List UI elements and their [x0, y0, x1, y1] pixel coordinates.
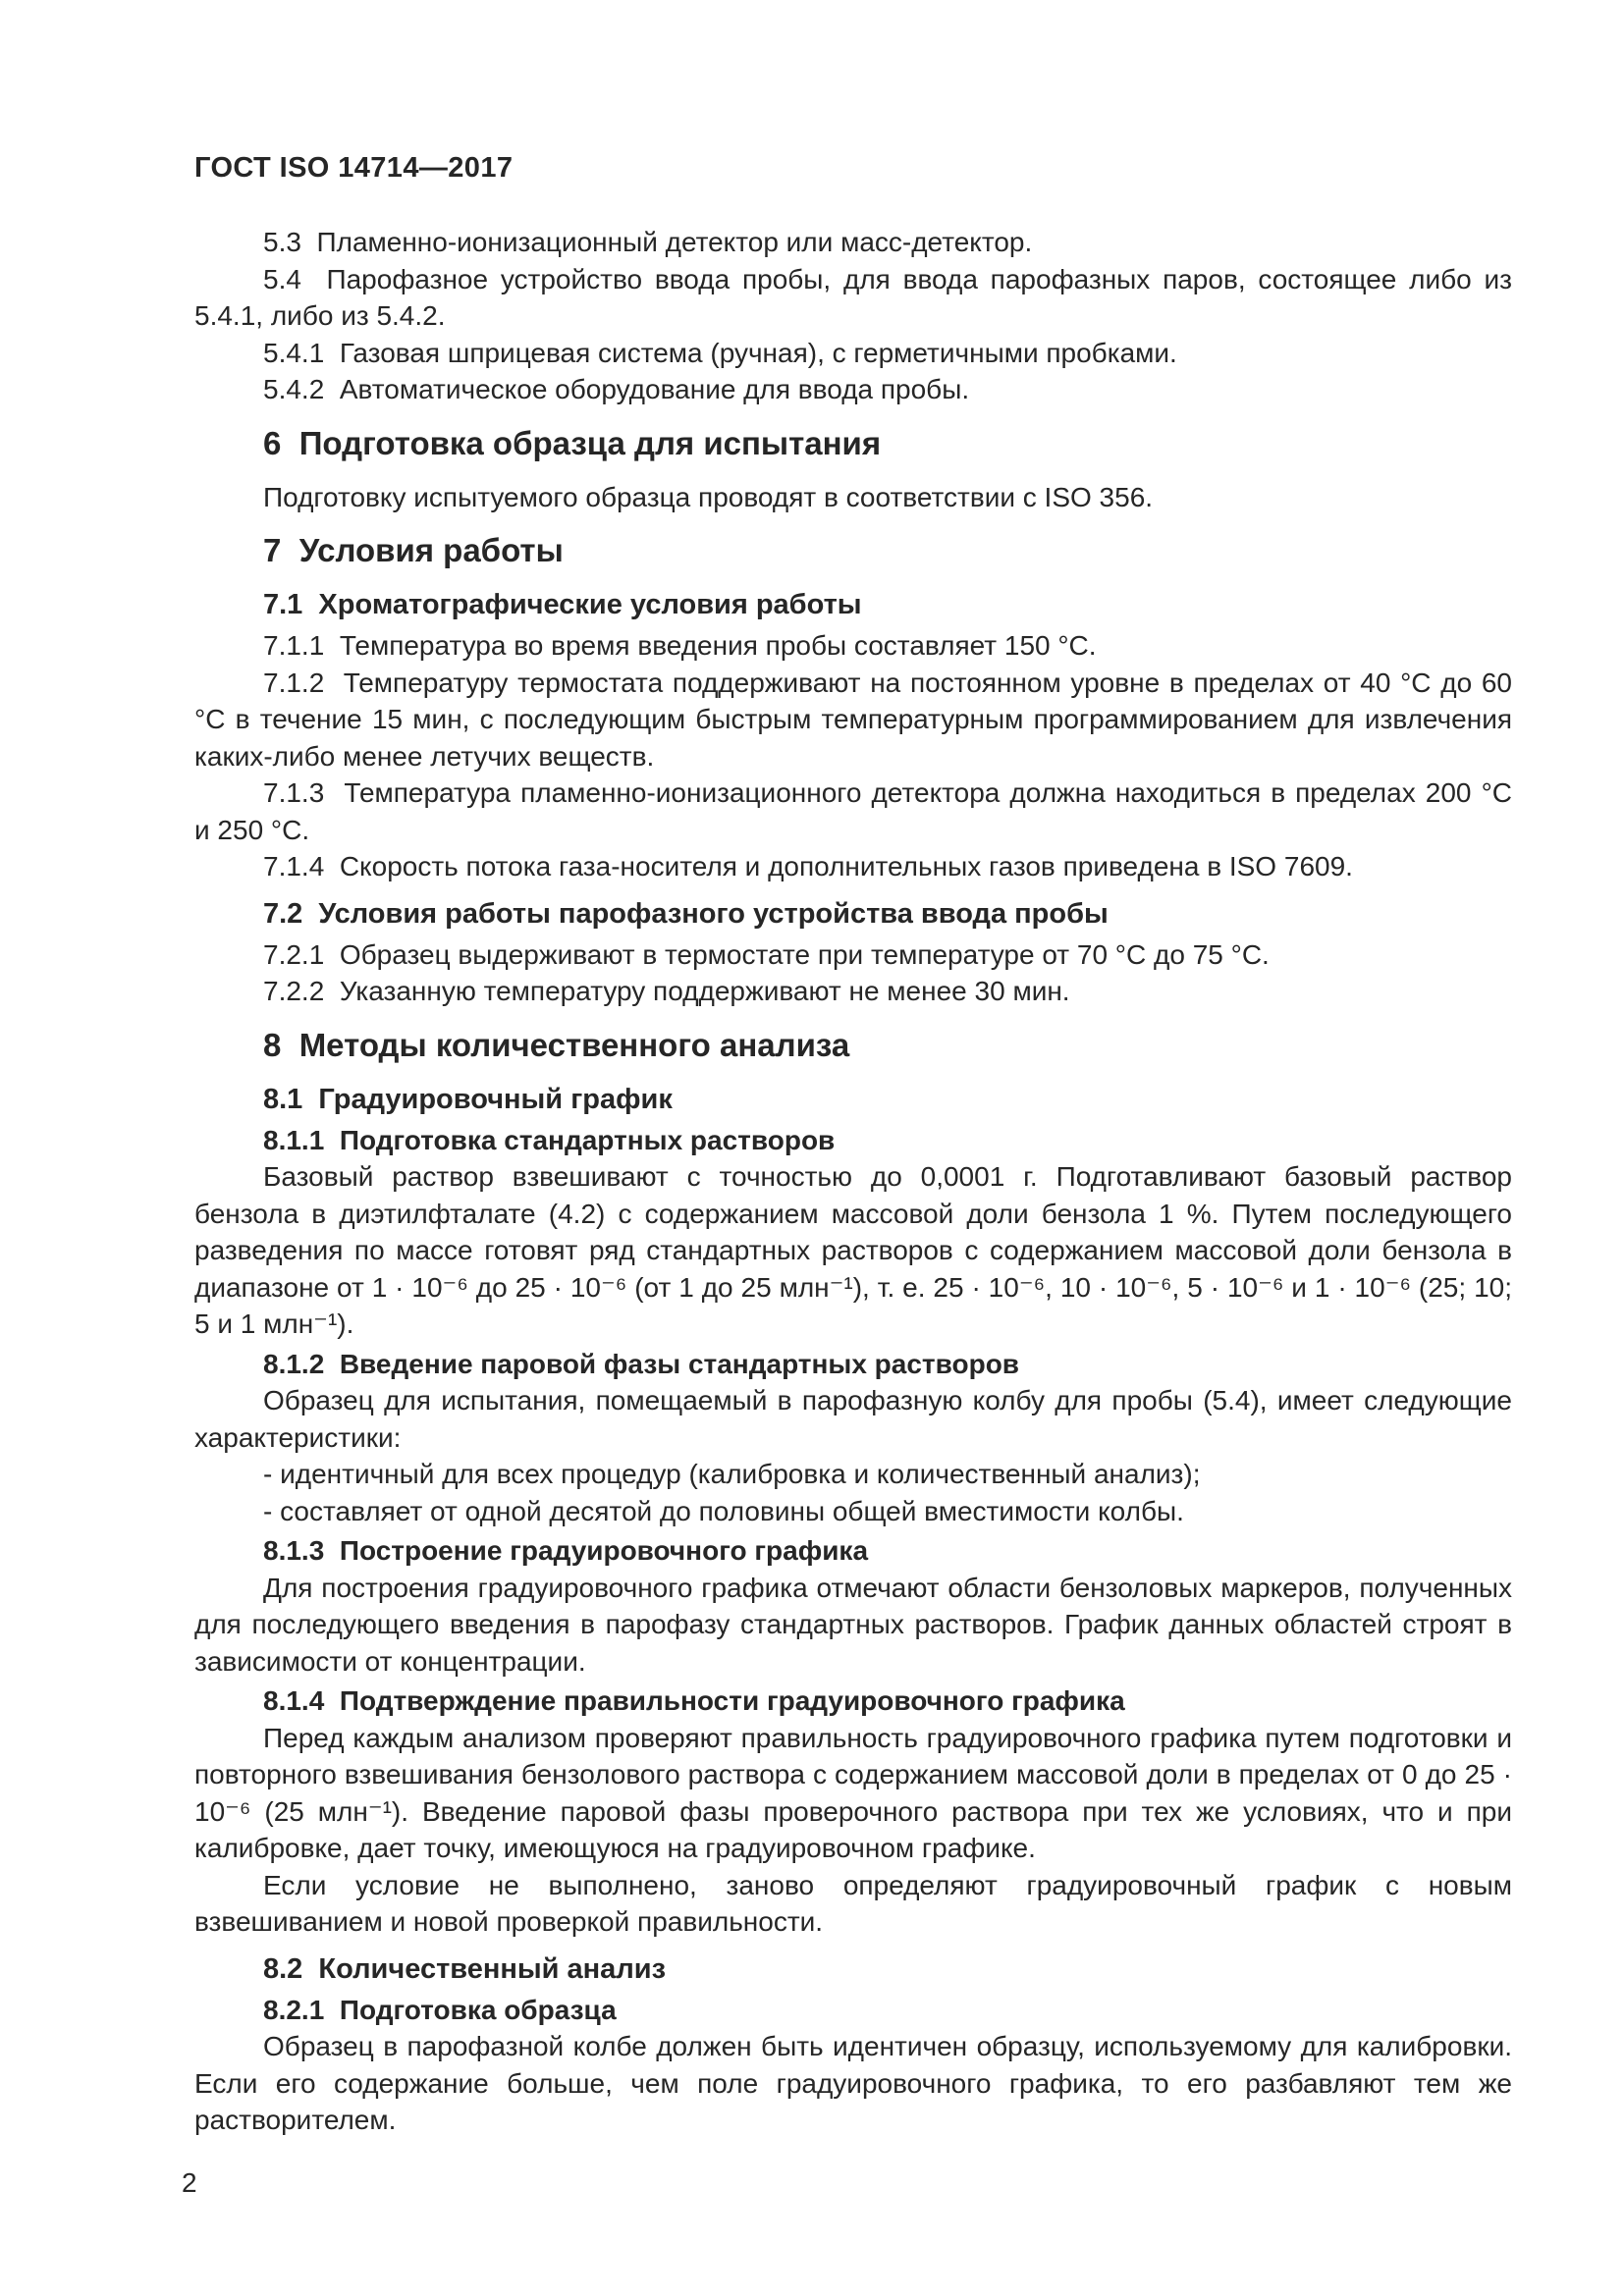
paragraph: Базовый раствор взвешивают с точностью до 0,0001 г. Подготавливают базовый раствор бензола в диэтилфталате (4.2) с содержанием массовой доли бензола 1 %. Путем последующего разведения по массе готовят ряд стандартных растворов с содержанием массовой доли бензола в диапазоне от 1 · 10⁻⁶ до 25 · 10⁻⁶ (от 1 до 25 млн⁻¹), т. е. 25 · 10⁻⁶, 10 · 10⁻⁶, 5 · 10⁻⁶ и 1 · 10⁻⁶ (25; 10; 5 и 1 млн⁻¹).	[194, 1161, 1512, 1339]
paragraph: Образец в парофазной колбе должен быть идентичен образцу, используемому для калибровки. Если его содержание больше, чем поле градуировочного графика, то его разбавляют тем же растворителем.	[194, 2031, 1512, 2135]
paragraph: Перед каждым анализом проверяют правильность градуировочного графика путем подготовки и повторного взвешивания бензолового раствора с содержанием массовой доли в пределах от 0 до 25 · 10⁻⁶ (25 млн⁻¹). Введение паровой фазы проверочного раствора при тех же условиях, что и при калибровке, дает точку, имеющуюся на градуировочном графике.	[194, 1722, 1512, 1863]
paragraph: Если условие не выполнено, заново определяют градуировочный график с новым взвешиванием и новой проверкой правильности.	[194, 1869, 1512, 1937]
doc-header: ГОСТ ISO 14714—2017	[194, 152, 514, 184]
paragraph: 7.2.1 Образец выдерживают в термостате при температуре от 70 °С до 75 °С.	[263, 938, 1270, 970]
paragraph: 7.1.2 Температуру термостата поддерживают на постоянном уровне в пределах от 40 °С до 60 °С в течение 15 мин, с последующим быстрым температурным программированием для извлечения каких-либо менее летучих веществ.	[194, 667, 1512, 772]
paragraph: Образец для испытания, помещаемый в парофазную колбу для пробы (5.4), имеет следующие характеристики:	[194, 1385, 1512, 1453]
section-heading: 7 Условия работы	[263, 532, 564, 568]
paragraph: 7.1.4 Скорость потока газа-носителя и дополнительных газов приведена в ISO 7609.	[263, 851, 1353, 881]
subsection-heading: 8.1 Градуировочный график	[263, 1083, 673, 1115]
paragraph: 7.1.1 Температура во время введения пробы составляет 150 °С.	[263, 630, 1097, 661]
subsubsection-heading: 8.1.2 Введение паровой фазы стандартных растворов	[263, 1348, 1020, 1379]
subsection-heading: 7.2 Условия работы парофазного устройства ввода пробы	[263, 897, 1109, 930]
paragraph: 5.4 Парофазное устройство ввода пробы, для ввода парофазных паров, состоящее либо из 5.4.1, либо из 5.4.2.	[194, 263, 1512, 331]
list-item: - составляет от одной десятой до половины общей вместимости колбы.	[263, 1495, 1184, 1526]
paragraph: 7.2.2 Указанную температуру поддерживают не менее 30 мин.	[263, 976, 1070, 1006]
paragraph: 7.1.3 Температура пламенно-ионизационного детектора должна находиться в пределах 200 °С и 250 °С.	[194, 777, 1512, 845]
page-number: 2	[182, 2166, 197, 2198]
paragraph: Подготовку испытуемого образца проводят в соответствии с ISO 356.	[263, 481, 1154, 512]
paragraph: 5.4.2 Автоматическое оборудование для ввода пробы.	[263, 374, 970, 404]
subsubsection-heading: 8.1.1 Подготовка стандартных растворов	[263, 1124, 836, 1155]
subsection-heading: 7.1 Хроматографические условия работы	[263, 589, 862, 620]
paragraph: Для построения градуировочного графика отмечают области бензоловых маркеров, полученных для последующего введения в парофазу стандартных растворов. График данных областей строят в зависимости от концентрации.	[194, 1572, 1512, 1677]
list-item: - идентичный для всех процедур (калибровка и количественный анализ);	[263, 1459, 1201, 1489]
page	[182, 150, 1512, 2201]
paragraph: 5.3 Пламенно-ионизационный детектор или масс-детектор.	[263, 227, 1033, 257]
subsubsection-heading: 8.2.1 Подготовка образца	[263, 1994, 617, 2025]
section-heading: 6 Подготовка образца для испытания	[263, 424, 882, 461]
paragraph: 5.4.1 Газовая шприцевая система (ручная), с герметичными пробками.	[263, 337, 1177, 368]
section-heading: 8 Методы количественного анализа	[263, 1026, 850, 1063]
subsection-heading: 8.2 Количественный анализ	[263, 1952, 666, 1985]
subsubsection-heading: 8.1.3 Построение градуировочного графика	[263, 1535, 869, 1566]
subsubsection-heading: 8.1.4 Подтверждение правильности градуировочного графика	[263, 1685, 1125, 1716]
